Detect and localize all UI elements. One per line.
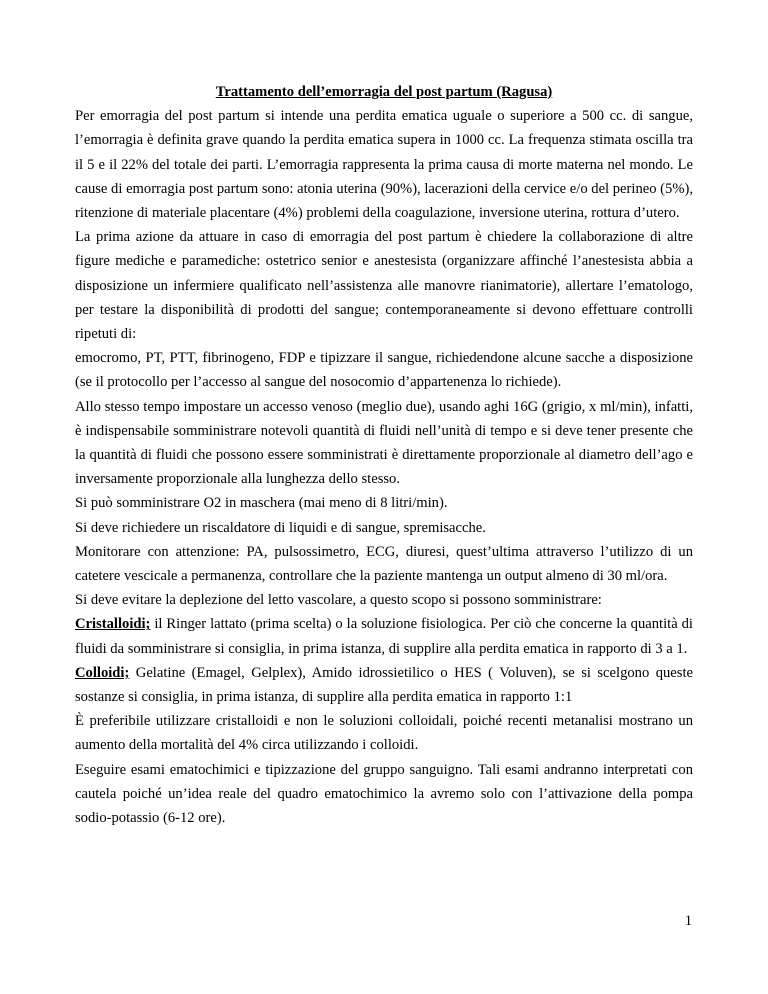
paragraph-depletion: Si deve evitare la deplezione del letto vascolare, a questo scopo si possono somministrare: [75,592,602,609]
paragraph-definition: Per emorragia del post partum si intende una perdita ematica uguale o superiore a 500 cc. di sangue, l’emorragia è definita grave quando la perdita ematica supera in 1000 cc. La frequenza stimata oscilla tra il 5 e il 22% del totale dei parti. L’emorragia rappresenta la prima causa di morte materna nel mondo. Le cause di emorragia post partum sono: atonia uterina (90%), lacerazioni della cervice e/o del perineo (5%), ritenzione di materiale placentare (4%) problemi della coagulazione, inversione uterina, rottura d’utero. [75,108,693,222]
paragraph-monitoring: Monitorare con attenzione: PA, pulsossimetro, ECG, diuresi, quest’ultima attraverso l’utilizzo di un catetere vescicale a permanenza, controllare che la paziente mantenga un output almeno di 30 ml/ora. [75,543,693,585]
cristalloidi-label: Cristalloidi; [75,616,151,633]
paragraph-blood-tests: Eseguire esami ematochimici e tipizzazione del gruppo sanguigno. Tali esami andranno interpretati con cautela poiché un’idea reale del quadro ematochimico la avremo solo con l’attivazione della pompa sodio-potassio (6-12 ore). [75,761,693,827]
paragraph-lab-tests: emocromo, PT, PTT, fibrinogeno, FDP e tipizzare il sangue, richiedendone alcune sacche a disposizione (se il protocollo per l’accesso al sangue del nosocomio d’appartenenza lo richiede). [75,350,693,391]
colloidi-text: Gelatine (Emagel, Gelplex), Amido idrossietilico o HES ( Voluven), se si scelgono queste sostanze si consiglia, in prima istanza, di supplire alla perdita ematica in rapporto 1:1 [75,664,693,706]
paragraph-first-action: La prima azione da attuare in caso di emorragia del post partum è chiedere la collaborazione di altre figure mediche e paramediche: ostetrico senior e anestesista (organizzare affinché l’anestesista abbia a disposizione un infermiere qualificato nell’assistenza alle manovre rianimatorie), allertare l’ematologo, per testare la disponibilità di prodotti del sangue; contemporaneamente si devono effettuare controlli ripetuti di: [75,229,693,343]
paragraph-preference: È preferibile utilizzare cristalloidi e non le soluzioni colloidali, poiché recenti metanalisi mostrano un aumento della mortalità del 4% circa utilizzando i colloidi. [75,713,693,754]
document-body [75,80,693,830]
paragraph-cristalloidi [75,612,693,660]
page-number: 1 [684,913,692,929]
colloidi-label: Colloidi; [75,664,130,681]
paragraph-warmer: Si deve richiedere un riscaldatore di liquidi e di sangue, spremisacche. [75,519,486,536]
paragraph-colloidi [75,661,693,709]
cristalloidi-text: il Ringer lattato (prima scelta) o la soluzione fisiologica. Per ciò che concerne la quantità di fluidi da somministrare si consiglia, in prima istanza, di supplire alla perdita ematica in rapporto di 3 a 1. [75,616,693,657]
paragraph-oxygen: Si può somministrare O2 in maschera (mai meno di 8 litri/min). [75,495,448,512]
paragraph-venous-access: Allo stesso tempo impostare un accesso venoso (meglio due), usando aghi 16G (grigio, x ml/min), infatti, è indispensabile somministrare notevoli quantità di fluidi nell’unità di tempo e si deve tener presente che la quantità di fluidi che possono essere somministrati è direttamente proporzionale al diametro dell’ago e inversamente proporzionale alla lunghezza dello stesso. [75,398,693,488]
document-title: Trattamento dell’emorragia del post partum (Ragusa) [215,84,553,100]
